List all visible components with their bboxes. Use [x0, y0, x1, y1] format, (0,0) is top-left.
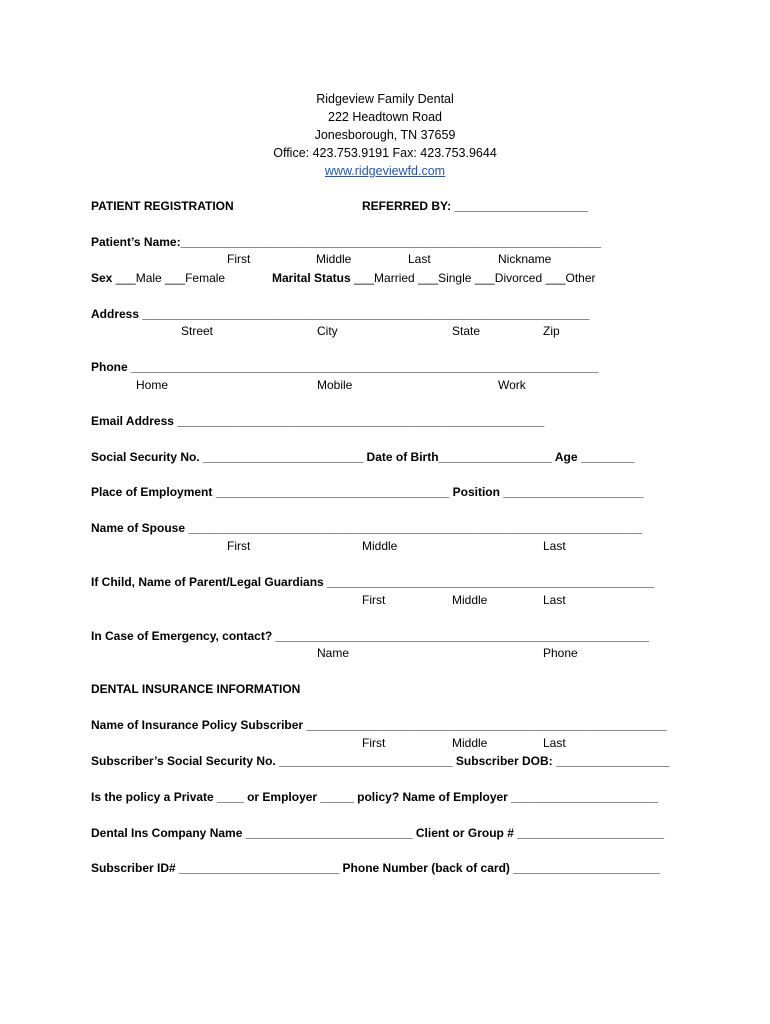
- insurance-section-title: DENTAL INSURANCE INFORMATION: [91, 682, 301, 696]
- spouse-middle-label: Middle: [362, 539, 398, 553]
- patient-nickname-label: Nickname: [498, 252, 552, 266]
- insurance-company-field[interactable]: Dental Ins Company Name _________________________ Client or Group # ______________________: [91, 826, 665, 840]
- sex-label: Sex: [91, 271, 113, 285]
- email-field[interactable]: Email Address _______________________________________________________: [91, 414, 545, 428]
- spouse-name-field[interactable]: Name of Spouse ____________________________________________________________________: [91, 521, 643, 535]
- sex-options[interactable]: ___Male ___Female: [115, 271, 226, 285]
- emergency-contact-field[interactable]: In Case of Emergency, contact? ________________________________________________________: [91, 629, 650, 643]
- address-city-label: City: [317, 324, 338, 338]
- phone-fax: Office: 423.753.9191 Fax: 423.753.9644: [273, 146, 497, 160]
- guardian-name-field[interactable]: If Child, Name of Parent/Legal Guardians _________________________________________________: [91, 575, 655, 589]
- address-field[interactable]: Address ___________________________________________________________________: [91, 307, 590, 321]
- registration-title: PATIENT REGISTRATION: [91, 199, 234, 213]
- subscriber-name-field[interactable]: Name of Insurance Policy Subscriber ______________________________________________________: [91, 718, 667, 732]
- guardian-last-label: Last: [543, 593, 566, 607]
- spouse-last-label: Last: [543, 539, 566, 553]
- practice-header: [0, 90, 770, 180]
- spouse-first-label: First: [227, 539, 251, 553]
- marital-status-label: Marital Status: [272, 271, 351, 285]
- phone-field[interactable]: Phone ______________________________________________________________________: [91, 360, 599, 374]
- address-zip-label: Zip: [543, 324, 560, 338]
- ssn-dob-age-field[interactable]: Social Security No. ________________________ Date of Birth_________________ Age ________: [91, 450, 635, 464]
- marital-status-field[interactable]: [272, 271, 596, 285]
- subscriber-first-label: First: [362, 736, 386, 750]
- website-link[interactable]: www.ridgeviewfd.com: [324, 164, 446, 178]
- policy-type-field[interactable]: Is the policy a Private ____ or Employer _____ policy? Name of Employer ______________________: [91, 790, 658, 804]
- patient-name-field[interactable]: Patient’s Name:_______________________________________________________________: [91, 235, 602, 249]
- patient-first-label: First: [227, 252, 251, 266]
- subscriber-id-field[interactable]: Subscriber ID# ________________________ Phone Number (back of card) ______________________: [91, 861, 661, 875]
- employment-field[interactable]: Place of Employment ___________________________________ Position _____________________: [91, 485, 644, 499]
- practice-name: Ridgeview Family Dental: [316, 92, 454, 106]
- subscriber-middle-label: Middle: [452, 736, 488, 750]
- address-street-label: Street: [181, 324, 214, 338]
- subscriber-ssn-dob-field[interactable]: Subscriber’s Social Security No. __________________________ Subscriber DOB: _________________: [91, 754, 670, 768]
- subscriber-last-label: Last: [543, 736, 566, 750]
- sex-field[interactable]: [91, 271, 225, 285]
- guardian-middle-label: Middle: [452, 593, 488, 607]
- patient-last-label: Last: [408, 252, 431, 266]
- address-line-1: 222 Headtown Road: [328, 110, 442, 124]
- emergency-name-label: Name: [317, 646, 350, 660]
- phone-mobile-label: Mobile: [317, 378, 353, 392]
- patient-middle-label: Middle: [316, 252, 352, 266]
- guardian-first-label: First: [362, 593, 386, 607]
- phone-work-label: Work: [498, 378, 526, 392]
- referred-by-field[interactable]: REFERRED BY: ____________________: [362, 199, 588, 213]
- emergency-phone-label: Phone: [543, 646, 578, 660]
- marital-status-options[interactable]: ___Married ___Single ___Divorced ___Other: [354, 271, 596, 285]
- address-state-label: State: [452, 324, 481, 338]
- phone-home-label: Home: [136, 378, 169, 392]
- address-line-2: Jonesborough, TN 37659: [314, 128, 456, 142]
